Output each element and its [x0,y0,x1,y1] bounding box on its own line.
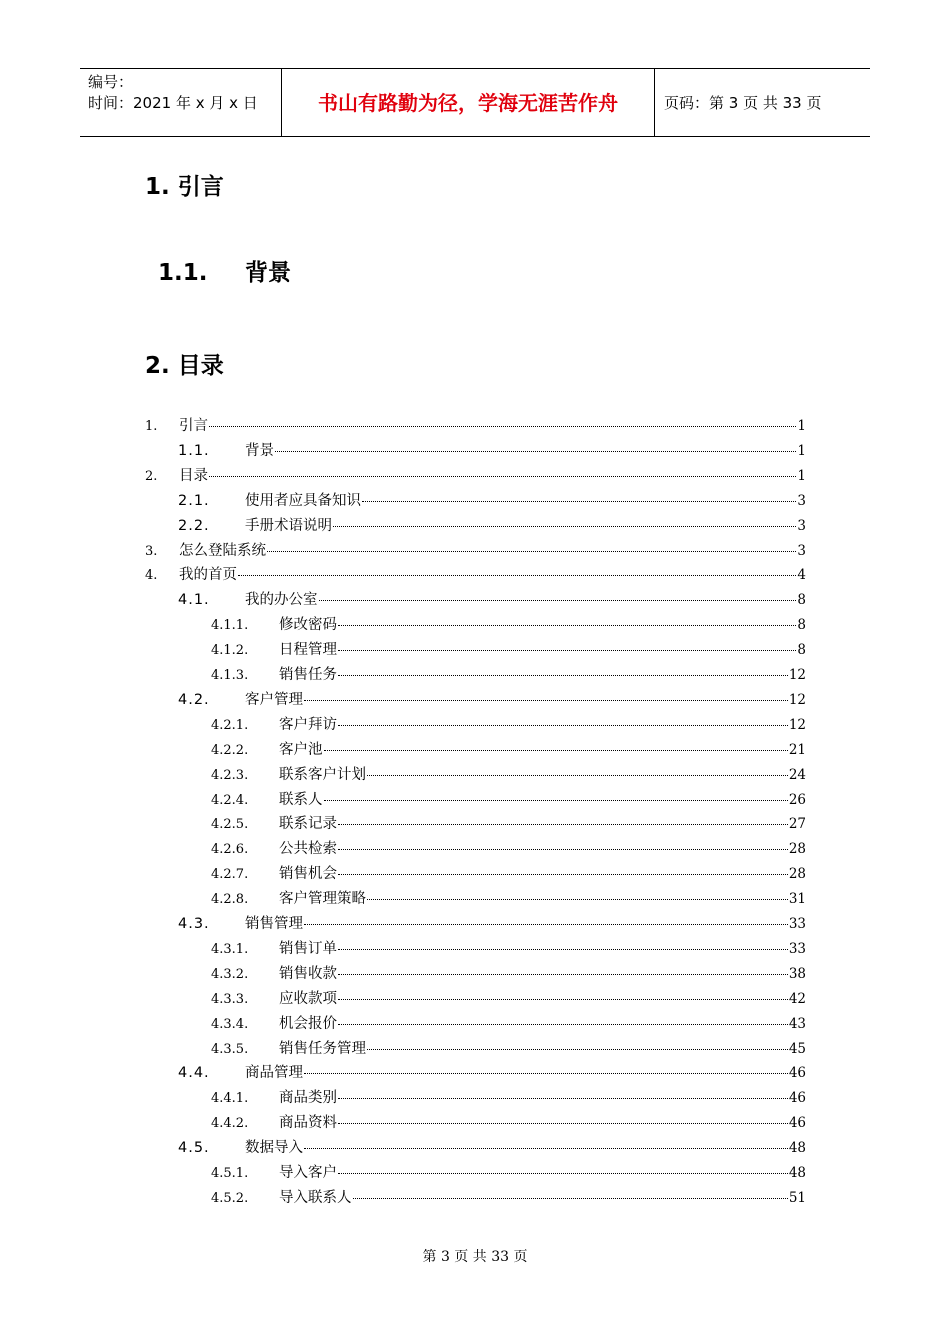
toc-entry-number: 4.5.1. [211,1166,249,1181]
toc-entry-title: 客户拜访 [279,716,337,733]
toc-entry-number: 2. [145,468,158,484]
toc-entry[interactable] [211,713,806,737]
toc-entry-page: 12 [788,691,806,708]
toc-entry-title: 销售任务 [279,667,337,683]
toc-entry-number: 1.1. [178,442,210,459]
toc-entry-title: 怎么登陆系统 [179,542,266,559]
toc-dot-leader [362,501,796,502]
toc-dot-leader [353,1198,788,1199]
toc-dot-leader [338,675,788,676]
heading-background [158,254,291,287]
toc-entry-number: 4.3.5. [211,1041,249,1057]
toc-dot-leader [338,949,788,950]
toc-dot-leader [338,849,788,850]
toc-entry-number: 4.3. [178,916,210,932]
toc-entry-page: 12 [788,716,806,733]
toc-entry[interactable] [211,1086,806,1110]
toc-entry-number: 4.1.2. [211,643,249,659]
toc-entry[interactable] [211,987,806,1011]
toc-dot-leader [209,426,796,427]
toc-entry-page: 12 [788,667,806,683]
toc-entry[interactable] [211,937,806,961]
toc-dot-leader [338,725,788,726]
toc-entry-title: 销售收款 [279,965,337,982]
toc-entry-number: 4.4. [178,1065,210,1082]
toc-entry-page: 21 [788,741,806,758]
toc-dot-leader [338,974,788,975]
toc-entry-title: 客户管理策略 [279,891,366,908]
toc-entry-title: 机会报价 [279,1015,337,1032]
toc-dot-leader [338,1098,788,1099]
document-number-label: 编号： [88,73,134,91]
header-motto: 书山有路勤为径，学海无涯苦作舟 [318,91,618,115]
toc-entry-title: 商品管理 [245,1065,303,1082]
toc-entry[interactable] [211,1161,806,1185]
toc-dot-leader [338,1173,788,1174]
toc-entry-number: 2.2. [178,517,210,534]
toc-dot-leader [324,800,788,801]
toc-entry-number: 4.2.5. [211,817,249,833]
toc-entry[interactable] [211,1111,806,1135]
toc-entry-page: 43 [788,1015,806,1032]
toc-dot-leader [304,1073,788,1074]
toc-entry-title: 客户池 [279,741,323,758]
toc-entry[interactable] [145,464,806,488]
toc-entry-number: 4.3.2. [211,966,249,982]
toc-dot-leader [209,476,796,477]
toc-dot-leader [333,526,796,527]
heading-introduction: 1. 引言 [145,174,224,200]
toc-entry-title: 商品类别 [279,1090,337,1107]
toc-entry[interactable] [145,539,806,563]
toc-entry-number: 4.4.1. [211,1091,249,1107]
toc-entry-page: 38 [788,965,806,982]
toc-entry-title: 导入联系人 [279,1189,352,1206]
toc-dot-leader [324,750,788,751]
toc-dot-leader [238,575,796,576]
toc-dot-leader [319,600,797,601]
toc-entry-page: 51 [788,1189,806,1206]
toc-entry-title: 客户管理 [245,691,303,708]
toc-entry-page: 3 [797,542,806,559]
toc-entry[interactable] [211,788,806,812]
toc-entry[interactable] [145,563,806,587]
toc-entry-title: 商品资料 [279,1115,337,1132]
toc-entry[interactable] [211,1186,806,1210]
toc-entry-page: 1 [797,418,806,434]
toc-entry-number: 4.2.7. [211,867,249,883]
toc-entry-title: 目录 [179,467,208,484]
toc-entry-number: 4.2.4. [211,792,249,808]
toc-entry[interactable] [211,738,806,762]
toc-entry-number: 1. [145,419,158,434]
toc-entry-page: 8 [797,617,806,634]
toc-entry-number: 4.2.1. [211,717,249,733]
toc-entry-number: 3. [145,543,158,559]
toc-dot-leader [267,551,796,552]
toc-entry-title: 日程管理 [279,642,337,659]
toc-entry-number: 4.3.1. [211,941,249,957]
toc-dot-leader [304,1148,788,1149]
toc-entry[interactable] [178,1136,806,1160]
toc-entry[interactable] [211,1037,806,1061]
toc-dot-leader [338,650,796,651]
toc-entry-page: 8 [797,642,806,659]
toc-entry-page: 31 [788,891,806,908]
toc-entry[interactable] [211,638,806,662]
toc-dot-leader [304,700,788,701]
toc-entry-page: 3 [797,492,806,509]
toc-entry-number: 4.3.3. [211,991,249,1007]
document-date: 时间：2021 年 x 月 x 日 [88,94,258,112]
toc-entry-number: 4.1. [178,592,210,609]
toc-dot-leader [338,824,788,825]
toc-entry-number: 4.2.3. [211,767,249,783]
toc-entry[interactable] [211,862,806,886]
toc-entry-title: 销售订单 [279,940,337,957]
toc-entry-page: 33 [788,916,806,932]
toc-entry-page: 26 [788,791,806,808]
toc-entry-number: 4.5. [178,1140,210,1157]
toc-entry-page: 33 [788,940,806,957]
toc-entry[interactable] [178,912,806,936]
toc-entry-number: 4.1.1. [211,618,249,634]
toc-entry-title: 联系记录 [279,816,337,833]
toc-dot-leader [367,899,788,900]
header-divider [654,69,655,136]
toc-entry-number: 4.3.4. [211,1016,249,1032]
toc-entry-title: 数据导入 [245,1140,303,1157]
toc-entry-page: 28 [788,841,806,858]
toc-dot-leader [338,1123,788,1124]
toc-entry-page: 27 [788,816,806,833]
heading-number: 1.1. [158,260,208,286]
toc-entry-number: 4.2.6. [211,842,249,858]
toc-entry[interactable] [211,613,806,637]
toc-entry-page: 8 [797,592,806,609]
toc-dot-leader [338,625,796,626]
toc-entry[interactable] [211,1012,806,1036]
toc-entry-title: 销售机会 [279,866,337,883]
toc-entry-page: 48 [788,1140,806,1157]
toc-entry-number: 4.1.3. [211,668,249,683]
toc-entry-number: 4. [145,568,158,584]
toc-entry[interactable] [178,489,806,513]
toc-entry-title: 背景 [245,442,274,459]
page-footer: 第 3 页 共 33 页 [422,1249,528,1265]
toc-entry-title: 联系客户计划 [279,766,366,783]
toc-entry-title: 销售管理 [245,916,303,932]
toc-entry-title: 联系人 [279,791,323,808]
toc-entry-page: 28 [788,866,806,883]
toc-entry-title: 我的办公室 [245,592,318,609]
page-header [80,68,870,137]
toc-entry-page: 24 [788,766,806,783]
toc-entry-page: 46 [788,1090,806,1107]
toc-entry-title: 手册术语说明 [245,517,332,534]
toc-entry-page: 46 [788,1065,806,1082]
toc-entry-page: 45 [788,1040,806,1057]
toc-entry[interactable] [211,763,806,787]
toc-entry[interactable] [178,439,806,463]
toc-entry[interactable] [178,588,806,612]
toc-entry-title: 应收款项 [279,990,337,1007]
toc-dot-leader [338,874,788,875]
toc-entry-page: 1 [797,467,806,484]
toc-entry-title: 销售任务管理 [279,1040,366,1057]
toc-dot-leader [338,999,788,1000]
toc-dot-leader [304,924,788,925]
toc-entry-title: 导入客户 [279,1165,337,1181]
toc-entry[interactable] [211,887,806,911]
toc-dot-leader [367,1049,788,1050]
toc-entry[interactable] [211,812,806,836]
toc-entry[interactable] [211,962,806,986]
heading-text: 背景 [245,260,291,286]
toc-entry-title: 公共检索 [279,841,337,858]
toc-entry-page: 4 [797,567,806,584]
toc-entry[interactable] [178,688,806,712]
toc-entry-page: 3 [797,517,806,534]
toc-entry-page: 46 [788,1115,806,1132]
toc-entry-page: 42 [788,990,806,1007]
toc-entry[interactable] [211,663,806,687]
toc-entry-number: 4.2.2. [211,742,249,758]
toc-entry-number: 4.2.8. [211,892,249,908]
toc-entry[interactable] [145,414,806,438]
header-meta [88,72,258,114]
toc-entry[interactable] [211,837,806,861]
toc-dot-leader [367,775,788,776]
heading-contents: 2. 目录 [145,353,224,379]
toc-entry[interactable] [178,514,806,538]
toc-entry-number: 2.1. [178,492,210,509]
toc-entry-page: 48 [788,1165,806,1181]
header-page-info: 页码：第 3 页 共 33 页 [664,94,822,112]
toc-dot-leader [338,1024,788,1025]
toc-entry-number: 4.5.2. [211,1190,249,1206]
toc-entry-page: 1 [797,442,806,459]
toc-entry-title: 使用者应具备知识 [245,492,361,509]
toc-entry[interactable] [178,1061,806,1085]
toc-entry-title: 修改密码 [279,617,337,634]
toc-entry-number: 4.4.2. [211,1116,249,1132]
toc-entry-number: 4.2. [178,691,210,708]
toc-dot-leader [275,451,796,452]
toc-entry-title: 引言 [179,418,208,434]
toc-entry-title: 我的首页 [179,567,237,584]
